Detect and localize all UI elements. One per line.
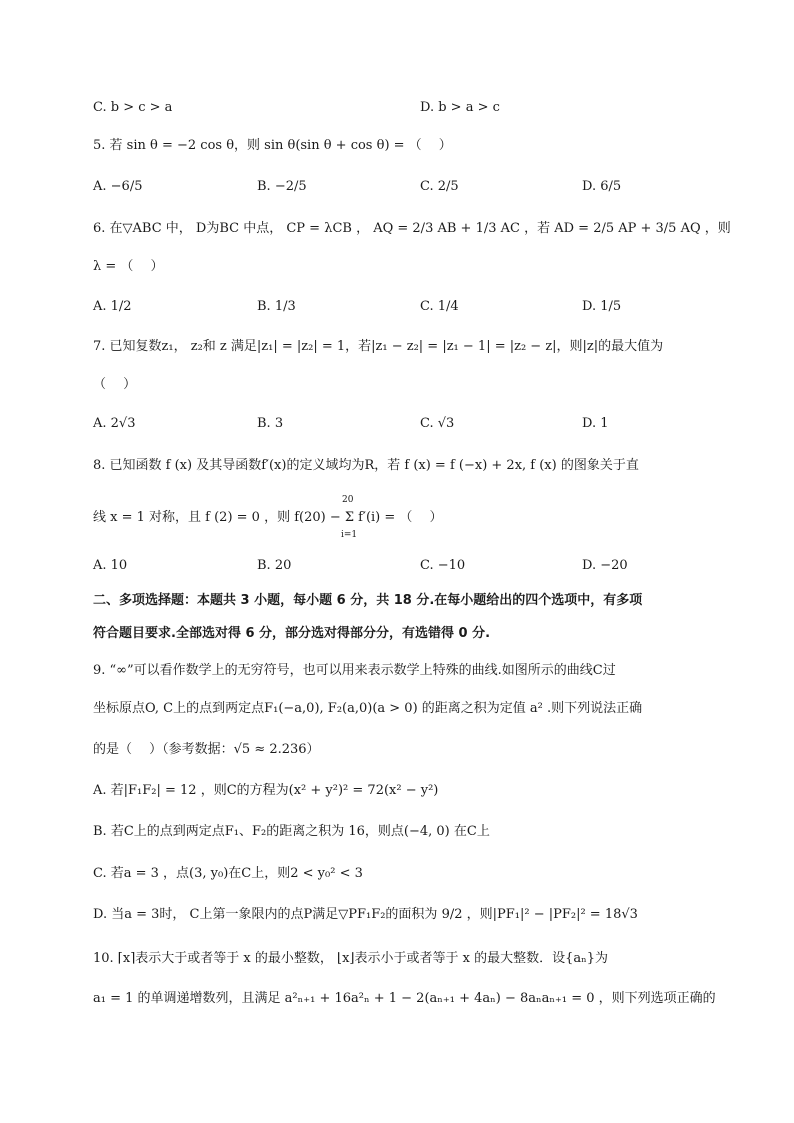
q7-option-b: B. 3 — [257, 416, 284, 431]
question-9-line-2: 坐标原点O, C上的点到两定点F₁(−a,0), F₂(a,0)(a > 0) 的距离之积为定值 a² .则下列说法正确 — [93, 701, 643, 716]
q6-option-c: C. 1/4 — [420, 299, 459, 314]
question-5-stem: 5. 若 sin θ = −2 cos θ，则 sin θ(sin θ + cos θ) = （ ） — [93, 138, 452, 153]
question-6-stem-cont: λ = （ ） — [93, 259, 164, 274]
question-8-stem: 8. 已知函数 f (x) 及其导函数f′(x)的定义域均为R，若 f (x) = f (−x) + 2x, f (x) 的图象关于直 — [93, 458, 639, 473]
q5-option-d: D. 6/5 — [582, 179, 622, 194]
q8-option-d: D. −20 — [582, 558, 628, 573]
question-8-stem-cont: 线 x = 1 对称，且 f (2) = 0 ，则 f(20) − Σ f′(i) = （ ） — [93, 510, 443, 525]
q9-option-b: B. 若C上的点到两定点F₁、F₂的距离之积为 16，则点(−4, 0) 在C上 — [93, 824, 490, 839]
q5-option-c: C. 2/5 — [420, 179, 459, 194]
q8-option-a: A. 10 — [93, 558, 128, 573]
q9-option-d: D. 当a = 3时， C上第一象限内的点P满足▽PF₁F₂的面积为 9/2 ，则|PF₁|² − |PF₂|² = 18√3 — [93, 907, 638, 922]
option-d: D. b > a > c — [420, 100, 500, 115]
q5-option-b: B. −2/5 — [257, 179, 307, 194]
section-2-heading-cont: 符合题目要求.全部选对得 6 分，部分选对得部分分，有选错得 0 分. — [93, 626, 491, 641]
question-10-line-2: a₁ = 1 的单调递增数列，且满足 a²ₙ₊₁ + 16a²ₙ + 1 − 2(aₙ₊₁ + 4aₙ) − 8aₙaₙ₊₁ = 0 ，则下列选项正确的 — [93, 991, 716, 1006]
section-2-heading: 二、多项选择题：本题共 3 小题，每小题 6 分，共 18 分.在每小题给出的四个选项中，有多项 — [93, 593, 643, 608]
q7-option-d: D. 1 — [582, 416, 609, 431]
sum-lower-limit: i=1 — [341, 530, 358, 540]
q9-option-a: A. 若|F₁F₂| = 12 ，则C的方程为(x² + y²)² = 72(x² − y²) — [93, 783, 439, 798]
option-c: C. b > c > a — [93, 100, 173, 115]
sum-upper-limit: 20 — [342, 495, 354, 505]
q6-option-d: D. 1/5 — [582, 299, 622, 314]
question-6-stem: 6. 在▽ABC 中， D为BC 中点， CP = λCB ， AQ = 2/3 AB + 1/3 AC ，若 AD = 2/5 AP + 3/5 AQ ，则 — [93, 221, 731, 236]
question-7-stem: 7. 已知复数z₁， z₂和 z 满足|z₁| = |z₂| = 1，若|z₁ − z₂| = |z₁ − 1| = |z₂ − z|，则|z|的最大值为 — [93, 339, 664, 354]
q9-option-c: C. 若a = 3 ，点(3, y₀)在C上，则2 < y₀² < 3 — [93, 866, 363, 881]
q5-option-a: A. −6/5 — [93, 179, 143, 194]
q6-option-a: A. 1/2 — [93, 299, 132, 314]
q7-option-a: A. 2√3 — [93, 416, 136, 431]
question-9-line-3: 的是（ ）（参考数据：√5 ≈ 2.236） — [93, 742, 320, 757]
q7-option-c: C. √3 — [420, 416, 455, 431]
question-7-stem-cont: （ ） — [93, 377, 137, 392]
q8-option-c: C. −10 — [420, 558, 466, 573]
question-10-line-1: 10. ⌈x⌉表示大于或者等于 x 的最小整数， ⌊x⌋表示小于或者等于 x 的最大整数．设{aₙ}为 — [93, 951, 608, 966]
q8-option-b: B. 20 — [257, 558, 292, 573]
question-9-line-1: 9. “∞”可以看作数学上的无穷符号，也可以用来表示数学上特殊的曲线.如图所示的曲线C过 — [93, 663, 616, 678]
q6-option-b: B. 1/3 — [257, 299, 296, 314]
